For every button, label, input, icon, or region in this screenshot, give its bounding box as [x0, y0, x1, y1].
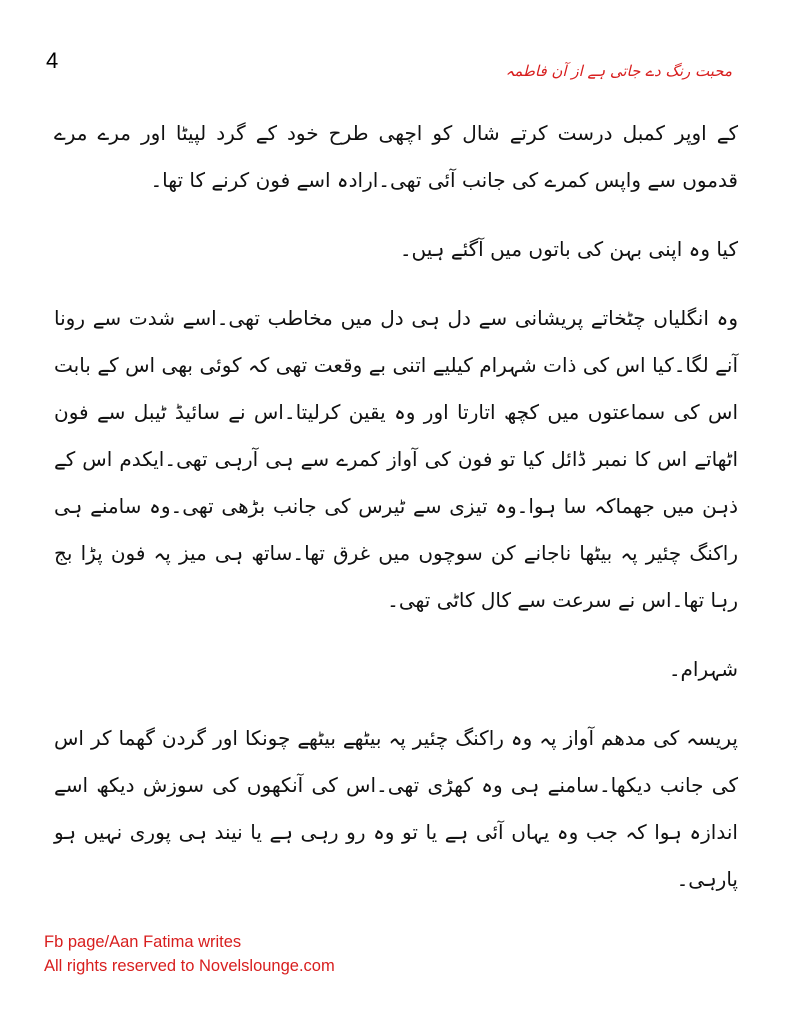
paragraph-1: کے اوپر کمبل درست کرتے شال کو اچھی طرح خود کے گرد لپیٹا اور مرے مرے قدموں سے واپس کمرے کی جانب آئی تھی۔ارادہ اسے فون کرنے کا تھا۔	[54, 121, 738, 192]
footer-credits	[44, 930, 335, 978]
footer-rights-notice: All rights reserved to Novelslounge.com	[44, 957, 335, 975]
novel-title-header: محبت رنگ دے جاتی ہے از آن فاطمہ	[505, 62, 732, 80]
paragraph-4: شہرام۔	[668, 657, 738, 681]
paragraph-2: کیا وہ اپنی بہن کی باتوں میں آگئے ہیں۔	[399, 237, 738, 261]
paragraph-5: پریسہ کی مدھم آواز پہ وہ راکنگ چئیر پہ بیٹھے بیٹھے چونکا اور گردن گھما کر اس کی جانب دیکھا۔سامنے ہی وہ کھڑی تھی۔اس کی آنکھوں کی سوزش دیکھ اسے اندازہ ہوا کہ جب وہ یہاں آئی ہے یا تو وہ رو رہی ہے یا نیند ہی پوری نہیں ہو پارہی۔	[54, 726, 738, 891]
story-body	[54, 110, 738, 925]
page-number: 4	[46, 48, 59, 73]
paragraph-3: وہ انگلیاں چٹخاتے پریشانی سے دل ہی دل میں مخاطب تھی۔اسے شدت سے رونا آنے لگا۔کیا اس کی ذات شہرام کیلیے اتنی بے وقعت تھی کہ کوئی بھی اس کے بابت اس کی سماعتوں میں کچھ اتارتا اور وہ یقین کرلیتا۔اس نے سائیڈ ٹیبل سے فون اٹھاتے اس کا نمبر ڈائل کیا تو فون کی آواز کمرے سے ہی آرہی تھی۔ایکدم اس کے ذہن میں جھماکہ سا ہوا۔وہ تیزی سے ٹیرس کی جانب بڑھی تھی۔وہ سامنے ہی راکنگ چئیر پہ بیٹھا ناجانے کن سوچوں میں غرق تھا۔ساتھ ہی میز پہ فون پڑا بج رہا تھا۔اس نے سرعت سے کال کاٹی تھی۔	[54, 306, 738, 612]
footer-facebook-page: Fb page/Aan Fatima writes	[44, 933, 242, 951]
